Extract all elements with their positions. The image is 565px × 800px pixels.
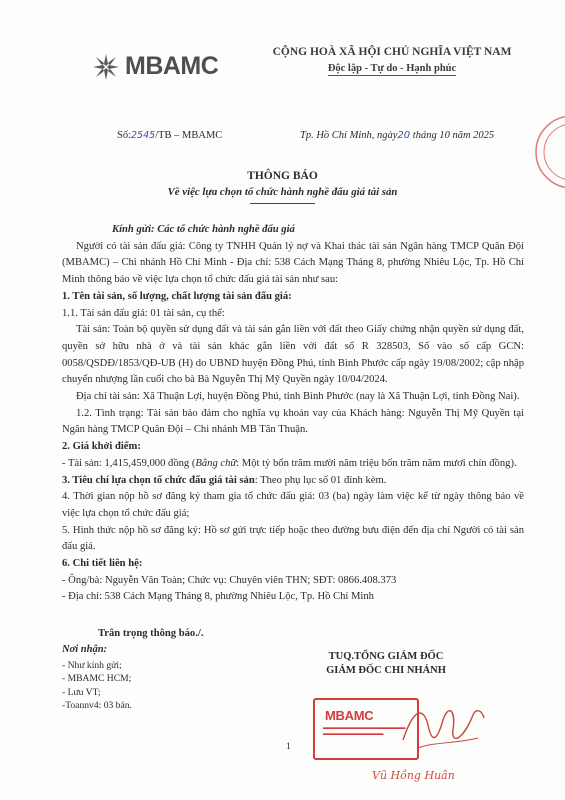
starting-price bbox=[62, 456, 524, 473]
national-header bbox=[262, 46, 522, 76]
intro-paragraph: Người có tài sản đấu giá: Công ty TNHH Quản lý nợ và Khai thác tài sản Ngân hàng TMCP Quân Đội (MBAMC) – Chi nhánh Hồ Chí Minh - Địa chỉ: 538 Cách Mạng Tháng 8, phường Nhiêu Lộc, Tp. Hồ Chí Minh thông báo về việc lựa chọn tổ chức đấu giá tài sản như sau: bbox=[62, 240, 524, 286]
contact-person: - Ông/bà: Nguyễn Văn Toàn; Chức vụ: Chuyên viên THN; SĐT: 0866.408.373 bbox=[62, 574, 397, 586]
section4: 4. Thời gian nộp hồ sơ đăng ký tham gia tổ chức đấu giá: 03 (ba) ngày làm việc kể từ ngày thông báo về việc lựa chọn tổ chức đấu giá; bbox=[62, 491, 524, 519]
signature-title bbox=[296, 650, 476, 678]
document-subject: Về việc lựa chọn tổ chức hành nghề đấu giá tài sản bbox=[167, 186, 398, 198]
document-body bbox=[62, 222, 524, 606]
section5: 5. Hình thức nộp hồ sơ đăng ký: Hồ sơ gửi trực tiếp hoặc theo đường bưu điện đến địa chỉ Người có tài sản đấu giá. bbox=[62, 524, 524, 553]
asset-status: 1.2. Tình trạng: Tài sản bảo đảm cho nghĩa vụ khoản vay của Khách hàng: Nguyễn Thị Mỹ Quyền tại Ngân hàng TMCP Quân Đội – Chi nhánh MB Tân Thuận. bbox=[62, 407, 524, 436]
partial-seal-icon bbox=[532, 112, 565, 192]
section6-heading: 6. Chi tiết liên hệ: bbox=[62, 558, 143, 570]
asset-location: Địa chỉ tài sản: Xã Thuận Lợi, huyện Đồng Phú, tỉnh Bình Phước (nay là Xã Thuận Lợi, tỉnh Đồng Nai). bbox=[76, 391, 520, 403]
closing-line: Trân trọng thông báo./. bbox=[98, 628, 204, 639]
date-month: 10 bbox=[439, 130, 450, 141]
nation-title: CỘNG HOÀ XÃ HỘI CHỦ NGHĨA VIỆT NAM bbox=[272, 46, 512, 58]
recipient-item: - MBAMC HCM; bbox=[62, 673, 132, 685]
date-day: 20 bbox=[397, 130, 411, 141]
place-date bbox=[300, 130, 494, 141]
signature-line2: GIÁM ĐỐC CHI NHÁNH bbox=[326, 665, 446, 676]
section3-text: : Theo phụ lục số 01 đính kèm. bbox=[254, 474, 387, 486]
section2-heading: 2. Giá khởi điểm: bbox=[62, 441, 141, 453]
company-logo bbox=[92, 52, 218, 81]
stamp-line: ▬▬▬▬▬▬▬▬▬▬▬ bbox=[323, 731, 384, 737]
date-year: năm 2025 bbox=[452, 130, 495, 141]
asset-description: Tài sản: Toàn bộ quyền sử dụng đất và tài sản gắn liền với đất theo Giấy chứng nhận quyền sử dụng đất, quyền sở hữu nhà ở và tài sản khác gắn liền với đất số R 328503, Số vào số cấp GCN: 0058/QSDĐ/1853/QĐ-UB (H) do UBND huyện Đồng Phú, tỉnh Bình Phước cấp ngày 19/08/2002; cập nhập chuyển nhượng lần cuối cho bà Bà Nguyễn Thị Mỹ Quyền ngày 10/04/2024. bbox=[62, 324, 524, 386]
handwritten-signature bbox=[398, 700, 488, 760]
recipient-item: -Toannv4: 03 bản. bbox=[62, 699, 132, 711]
docno-suffix: /TB – MBAMC bbox=[155, 130, 223, 141]
logo-text: MBAMC bbox=[125, 52, 219, 80]
date-prefix: Tp. Hồ Chí Minh, ngày bbox=[300, 130, 398, 141]
recipient-item: - Như kính gửi; bbox=[62, 660, 122, 672]
mbamc-logo-icon bbox=[92, 53, 120, 81]
section3 bbox=[62, 473, 524, 490]
price-prefix: - Tài sản: 1,415,459,000 đồng ( bbox=[62, 457, 196, 469]
signer-name: Vũ Hồng Huân bbox=[372, 769, 455, 782]
stamp-logo: MBAMC bbox=[325, 708, 374, 723]
subject-divider bbox=[250, 203, 315, 204]
recipient-item: - Lưu VT; bbox=[62, 686, 101, 698]
docno-prefix: Số: bbox=[117, 130, 132, 141]
recipients-heading: Nơi nhận: bbox=[62, 644, 108, 655]
salutation: Kính gửi: Các tổ chức hành nghề đấu giá bbox=[112, 224, 295, 235]
nation-motto: Độc lập - Tự do - Hạnh phúc bbox=[327, 63, 457, 74]
section3-heading: 3. Tiêu chí lựa chọn tổ chức đấu giá tài sản bbox=[62, 474, 255, 486]
date-month-text: tháng bbox=[412, 130, 437, 141]
recipients-list bbox=[62, 643, 132, 712]
signature-line1: TUQ.TỔNG GIÁM ĐỐC bbox=[328, 651, 444, 662]
document-number bbox=[117, 130, 222, 141]
contact-address: - Địa chỉ: 538 Cách Mạng Tháng 8, phường Nhiêu Lộc, Tp. Hồ Chí Minh bbox=[62, 591, 374, 603]
section1-sub1: 1.1. Tài sản đấu giá: 01 tài sản, cụ thể: bbox=[62, 307, 225, 319]
price-words-label: Bằng chữ bbox=[195, 457, 237, 469]
page-number: 1 bbox=[286, 742, 291, 752]
docno-handwritten: 2545 bbox=[131, 130, 156, 141]
document-title: THÔNG BÁO bbox=[247, 170, 318, 182]
stamp-line: ▬▬▬▬▬▬▬▬▬▬▬▬▬▬▬ bbox=[323, 725, 406, 731]
section1-heading: 1. Tên tài sản, số lượng, chất lượng tài sản đấu giá: bbox=[62, 290, 292, 302]
price-words: : Một tỷ bốn trăm mười năm triệu bốn trăm năm mươi chín đồng). bbox=[236, 457, 517, 469]
